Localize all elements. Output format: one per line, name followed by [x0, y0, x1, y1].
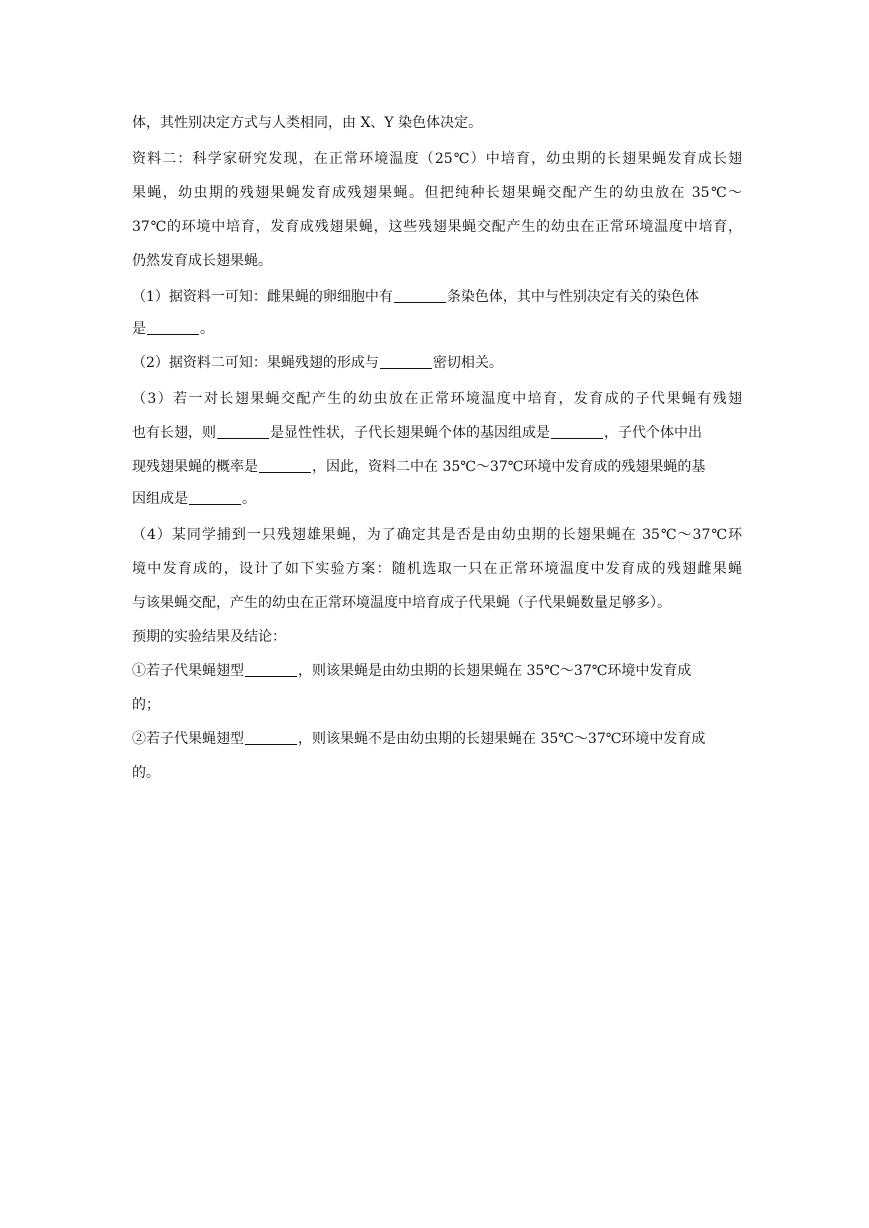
material2-text-4: 仍然发育成长翅果蝇。: [132, 253, 272, 269]
material2-text-3: 37℃的环境中培育，发育成残翅果蝇，这些残翅果蝇交配产生的幼虫在正常环境温度中培育，: [132, 219, 742, 235]
result1-blank-wing-type[interactable]: [245, 662, 297, 677]
q3-text-2c: ，子代个体中出: [604, 425, 702, 441]
q4-text-4: 预期的实验结果及结论：: [132, 629, 286, 645]
question-3-line1: [132, 388, 742, 408]
q3-blank-genotype[interactable]: [551, 424, 603, 439]
result2-blank-wing-type[interactable]: [245, 730, 297, 745]
q2-text-b: 密切相关。: [432, 355, 503, 371]
material2-text-1: 资料二：科学家研究发现，在正常环境温度（25℃）中培育，幼虫期的长翅果蝇发育成长翅: [132, 151, 742, 167]
q1-blank-chromosome-count[interactable]: [394, 288, 446, 303]
q4-text-3: 与该果蝇交配，产生的幼虫在正常环境温度中培育成子代果蝇（子代果蝇数量足够多）。: [132, 595, 671, 611]
question-3-line3: [132, 456, 742, 476]
result2-text-b: ，则该果蝇不是由幼虫期的长翅果蝇在 35℃～37℃环境中发育成: [298, 731, 706, 747]
q3-text-1: （3）若一对长翅果蝇交配产生的幼虫放在正常环境温度中培育，发育成的子代果蝇有残翅: [132, 391, 742, 407]
material2-text-2: 果蝇，幼虫期的残翅果蝇发育成残翅果蝇。但把纯种长翅果蝇交配产生的幼虫放在 35℃～: [132, 185, 742, 201]
q1-text-a: （1）据资料一可知：雌果蝇的卵细胞中有: [132, 289, 393, 305]
q3-blank-probability[interactable]: [259, 458, 311, 473]
result-1-line1: [132, 660, 742, 680]
q1-text-c: 是: [132, 321, 146, 337]
result2-text-c: 的。: [132, 765, 160, 781]
material2-line4: [132, 250, 742, 270]
q3-text-3b: ，因此，资料二中在 35℃～37℃环境中发育成的残翅果蝇的基: [312, 459, 706, 475]
q3-blank-vestigial-genotype[interactable]: [189, 490, 241, 505]
intro-line: [132, 112, 742, 132]
question-2: [132, 352, 742, 372]
result-2-line2: [132, 762, 742, 782]
q3-text-4b: 。: [242, 491, 256, 507]
q3-text-2b: 是显性性状，子代长翅果蝇个体的基因组成是: [270, 425, 550, 441]
result1-text-b: ，则该果蝇是由幼虫期的长翅果蝇在 35℃～37℃环境中发育成: [298, 663, 692, 679]
q4-text-2: 境中发育成的，设计了如下实验方案：随机选取一只在正常环境温度中发育成的残翅雌果蝇: [132, 561, 742, 577]
result2-text-a: ②若子代果蝇翅型: [132, 731, 244, 747]
q3-text-2a: 也有长翅，则: [132, 425, 216, 441]
material2-line2: [132, 182, 742, 202]
q4-text-1: （4）某同学捕到一只残翅雄果蝇，为了确定其是否是由幼虫期的长翅果蝇在 35℃～37℃环: [132, 527, 742, 543]
q3-text-4a: 因组成是: [132, 491, 188, 507]
q2-text-a: （2）据资料二可知：果蝇残翅的形成与: [132, 355, 379, 371]
q1-text-d: 。: [200, 321, 214, 337]
result-1-line2: [132, 694, 742, 714]
result1-text-a: ①若子代果蝇翅型: [132, 663, 244, 679]
question-4-line4: [132, 626, 742, 646]
q3-blank-dominant-trait[interactable]: [217, 424, 269, 439]
result1-text-c: 的；: [132, 697, 160, 713]
material2-line1: [132, 148, 742, 168]
question-4-line3: [132, 592, 742, 612]
material2-line3: [132, 216, 742, 236]
question-4-line2: [132, 558, 742, 578]
q3-text-3a: 现残翅果蝇的概率是: [132, 459, 258, 475]
question-3-line2: [132, 422, 742, 442]
question-1-line1: [132, 286, 742, 306]
intro-text: 体，其性别决定方式与人类相同，由 X、Y 染色体决定。: [132, 115, 483, 131]
question-1-line2: [132, 318, 742, 338]
q1-blank-sex-chromosome[interactable]: [147, 320, 199, 335]
q2-blank-factor[interactable]: [380, 354, 432, 369]
question-3-line4: [132, 488, 742, 508]
q1-text-b: 条染色体，其中与性别决定有关的染色体: [446, 289, 699, 305]
result-2-line1: [132, 728, 742, 748]
question-4-line1: [132, 524, 742, 544]
